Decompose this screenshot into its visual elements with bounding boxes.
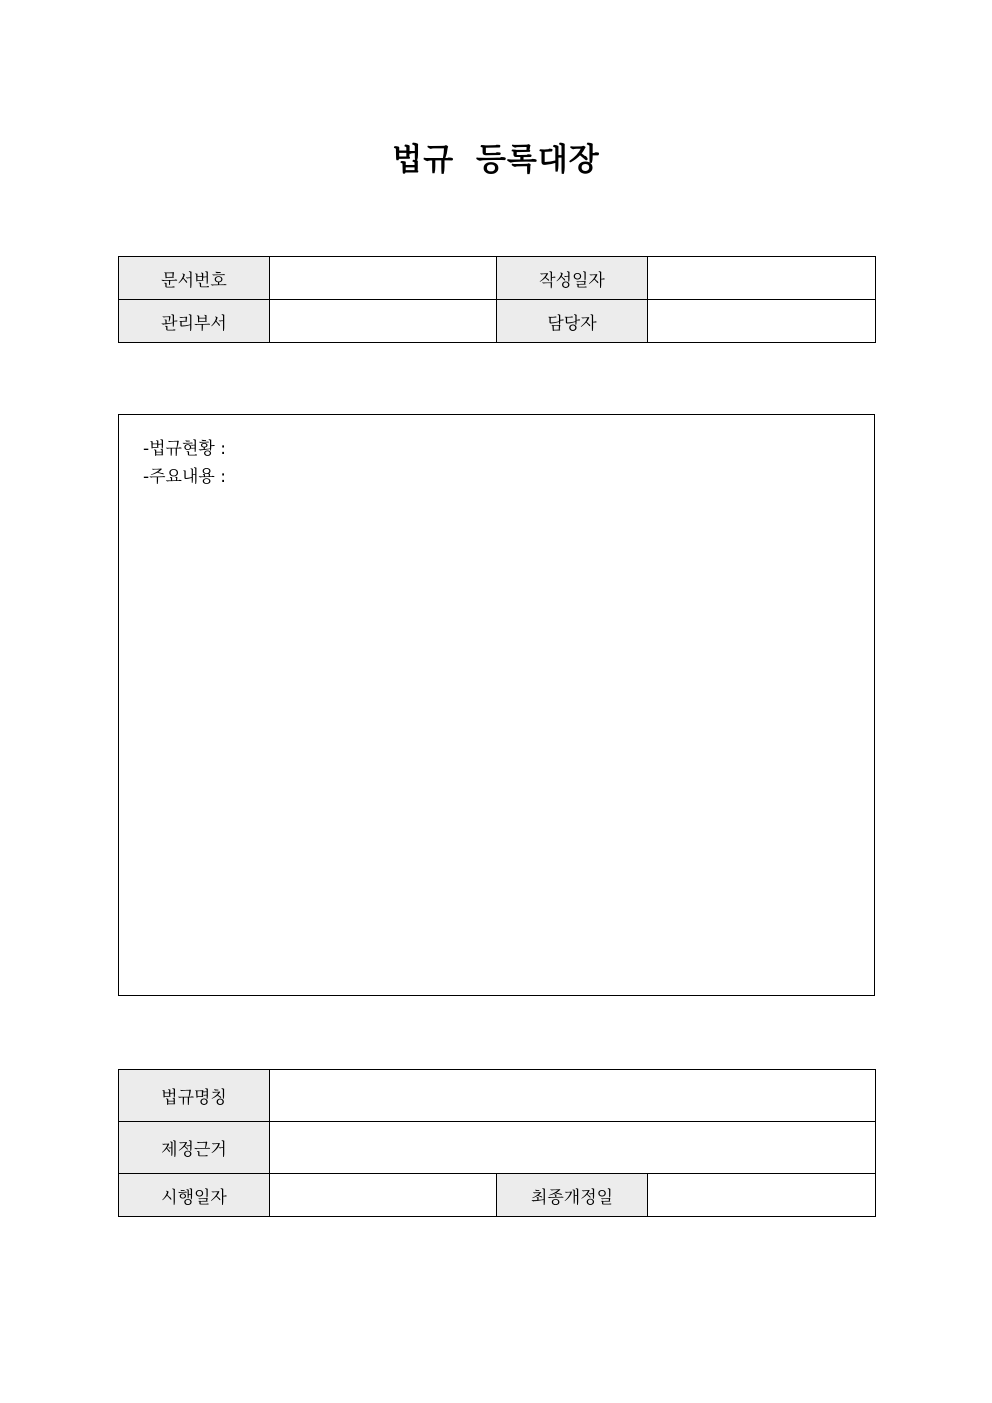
page-title: 법규 등록대장 — [392, 142, 600, 178]
main-content-line: -주요내용 : — [143, 467, 226, 487]
manager-label: 담당자 — [497, 300, 648, 343]
table-row — [119, 300, 876, 343]
law-name-field[interactable] — [270, 1070, 876, 1122]
doc-number-field[interactable] — [270, 257, 497, 300]
table-row — [119, 257, 876, 300]
dept-field[interactable] — [270, 300, 497, 343]
written-date-field[interactable] — [648, 257, 876, 300]
law-details-table — [118, 1069, 876, 1217]
last-revision-field[interactable] — [648, 1174, 876, 1217]
doc-number-label: 문서번호 — [119, 257, 270, 300]
manager-field[interactable] — [648, 300, 876, 343]
document-info-table — [118, 256, 876, 343]
law-status-line: -법규현황 : — [143, 439, 226, 459]
basis-field[interactable] — [270, 1122, 876, 1174]
content-lines — [143, 435, 226, 491]
law-name-label: 법규명칭 — [119, 1070, 270, 1122]
effective-date-field[interactable] — [270, 1174, 497, 1217]
table-row — [119, 1122, 876, 1174]
basis-label: 제정근거 — [119, 1122, 270, 1174]
last-revision-label: 최종개정일 — [497, 1174, 648, 1217]
content-box[interactable] — [118, 414, 875, 996]
table-row — [119, 1070, 876, 1122]
table-row — [119, 1174, 876, 1217]
written-date-label: 작성일자 — [497, 257, 648, 300]
effective-date-label: 시행일자 — [119, 1174, 270, 1217]
dept-label: 관리부서 — [119, 300, 270, 343]
